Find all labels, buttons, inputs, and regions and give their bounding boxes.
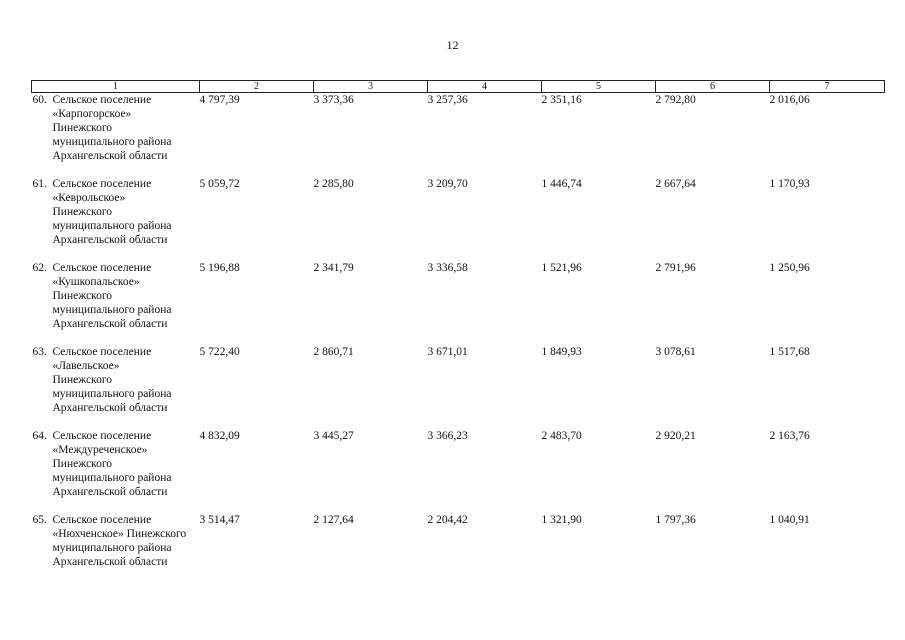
value-col-4: 3 336,58 [427,262,468,274]
table-header [32,81,885,93]
value-col-6: 2 792,80 [655,94,696,106]
data-table [31,80,885,583]
settlement-name: Сельское поселение «Нюхченское» Пинежского муниципального района Архангельской области [52,514,187,568]
header-col-4: 4 [428,81,542,93]
value-col-3: 2 860,71 [313,346,354,358]
settlement-name: Сельское поселение «Карпогорское» Пинежского муниципального района Архангельской области [52,94,172,162]
value-col-4: 2 204,42 [427,514,468,526]
row-number: 61. [32,178,47,190]
header-col-6: 6 [656,81,770,93]
value-col-7: 1 250,96 [769,262,810,274]
value-col-2: 5 722,40 [199,346,240,358]
settlement-name: Сельское поселение «Междуреченское» Пинежского муниципального района Архангельской области [52,430,172,498]
settlement-name: Сельское поселение «Лавельское» Пинежского муниципального района Архангельской области [52,346,172,414]
value-col-6: 2 667,64 [655,178,696,190]
header-col-7: 7 [770,81,885,93]
value-col-3: 2 127,64 [313,514,354,526]
value-col-3: 3 445,27 [313,430,354,442]
value-col-4: 3 257,36 [427,94,468,106]
settlement-cell [32,177,200,261]
value-col-2: 3 514,47 [199,514,240,526]
table-row [32,513,885,583]
value-col-4: 3 366,23 [427,430,468,442]
value-col-2: 5 196,88 [199,262,240,274]
value-col-6: 2 920,21 [655,430,696,442]
value-col-5: 1 321,90 [541,514,582,526]
value-col-5: 2 351,16 [541,94,582,106]
value-col-6: 3 078,61 [655,346,696,358]
settlement-cell [32,345,200,429]
settlement-cell [32,429,200,513]
page-number: 12 [446,38,459,52]
table-row [32,93,885,178]
value-col-7: 2 016,06 [769,94,810,106]
settlement-name: Сельское поселение «Кеврольское» Пинежского муниципального района Архангельской области [52,178,172,246]
value-col-6: 1 797,36 [655,514,696,526]
row-number: 64. [32,430,47,442]
header-row [32,81,885,93]
settlement-cell [32,513,200,583]
table-body [32,93,885,584]
value-col-2: 4 832,09 [199,430,240,442]
header-col-3: 3 [314,81,428,93]
table-row [32,177,885,261]
value-col-5: 1 446,74 [541,178,582,190]
header-col-5: 5 [542,81,656,93]
settlement-cell [32,261,200,345]
header-col-1: 1 [32,81,200,93]
value-col-7: 1 040,91 [769,514,810,526]
value-col-3: 3 373,36 [313,94,354,106]
value-col-7: 2 163,76 [769,430,810,442]
row-number: 63. [32,346,47,358]
settlement-name: Сельское поселение «Кушкопальское» Пинежского муниципального района Архангельской области [52,262,172,330]
value-col-5: 1 849,93 [541,346,582,358]
value-col-2: 5 059,72 [199,178,240,190]
value-col-6: 2 791,96 [655,262,696,274]
row-number: 60. [32,94,47,106]
table-row [32,261,885,345]
row-number: 65. [32,514,47,526]
value-col-5: 2 483,70 [541,430,582,442]
value-col-4: 3 209,70 [427,178,468,190]
settlement-cell [32,93,200,178]
table-row [32,429,885,513]
value-col-4: 3 671,01 [427,346,468,358]
table-row [32,345,885,429]
value-col-7: 1 517,68 [769,346,810,358]
value-col-3: 2 285,80 [313,178,354,190]
value-col-5: 1 521,96 [541,262,582,274]
row-number: 62. [32,262,47,274]
value-col-2: 4 797,39 [199,94,240,106]
value-col-3: 2 341,79 [313,262,354,274]
value-col-7: 1 170,93 [769,178,810,190]
header-col-2: 2 [200,81,314,93]
